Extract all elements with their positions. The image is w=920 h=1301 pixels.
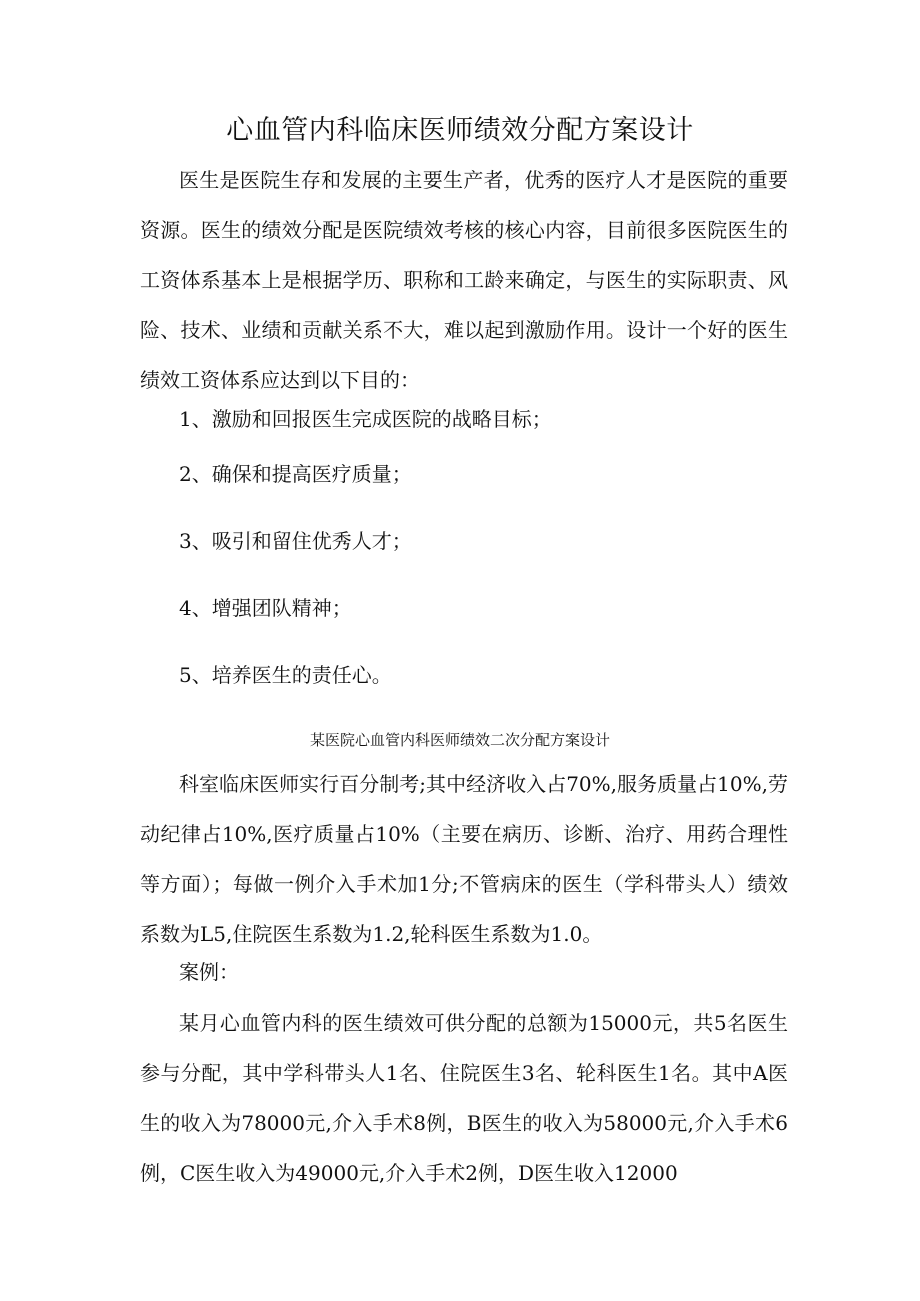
intro-paragraph: 医生是医院生存和发展的主要生产者，优秀的医疗人才是医院的重要资源。医生的绩效分配是医院绩效考核的核心内容，目前很多医院医生的工资体系基本上是根据学历、职称和工龄来确定，与医生的实际职责、风险、技术、业绩和贡献关系不大，难以起到激励作用。设计一个好的医生绩效工资体系应达到以下目的： [140, 168, 788, 392]
goal-item-4: 4、增强团队精神； [179, 596, 352, 620]
goal-item-1: 1、激励和回报医生完成医院的战略目标； [179, 407, 552, 431]
section-subtitle: 某医院心血管内科医师绩效二次分配方案设计 [309, 731, 610, 749]
plan-paragraph: 科室临床医师实行百分制考;其中经济收入占70%,服务质量占10%,劳动纪律占10%,医疗质量占10%（主要在病历、诊断、治疗、用药合理性等方面）；每做一例介入手术加1分;不管病床的医生（学科带头人）绩效系数为L5,住院医生系数为1.2,轮科医生系数为1.0。 [140, 772, 788, 946]
example-paragraph: 某月心血管内科的医生绩效可供分配的总额为15000元，共5名医生参与分配，其中学科带头人1名、住院医生3名、轮科医生1名。其中A医生的收入为78000元,介入手术8例，B医生的收入为58000元,介入手术6例，C医生收入为49000元,介入手术2例，D医生收入12000 [140, 1011, 788, 1185]
case-label: 案例： [179, 960, 239, 984]
goal-item-3: 3、吸引和留住优秀人才； [179, 529, 412, 553]
goal-item-5: 5、培养医生的责任心。 [179, 663, 392, 687]
goal-item-2: 2、确保和提高医疗质量； [179, 462, 412, 486]
document-title: 心血管内科临床医师绩效分配方案设计 [226, 115, 694, 146]
